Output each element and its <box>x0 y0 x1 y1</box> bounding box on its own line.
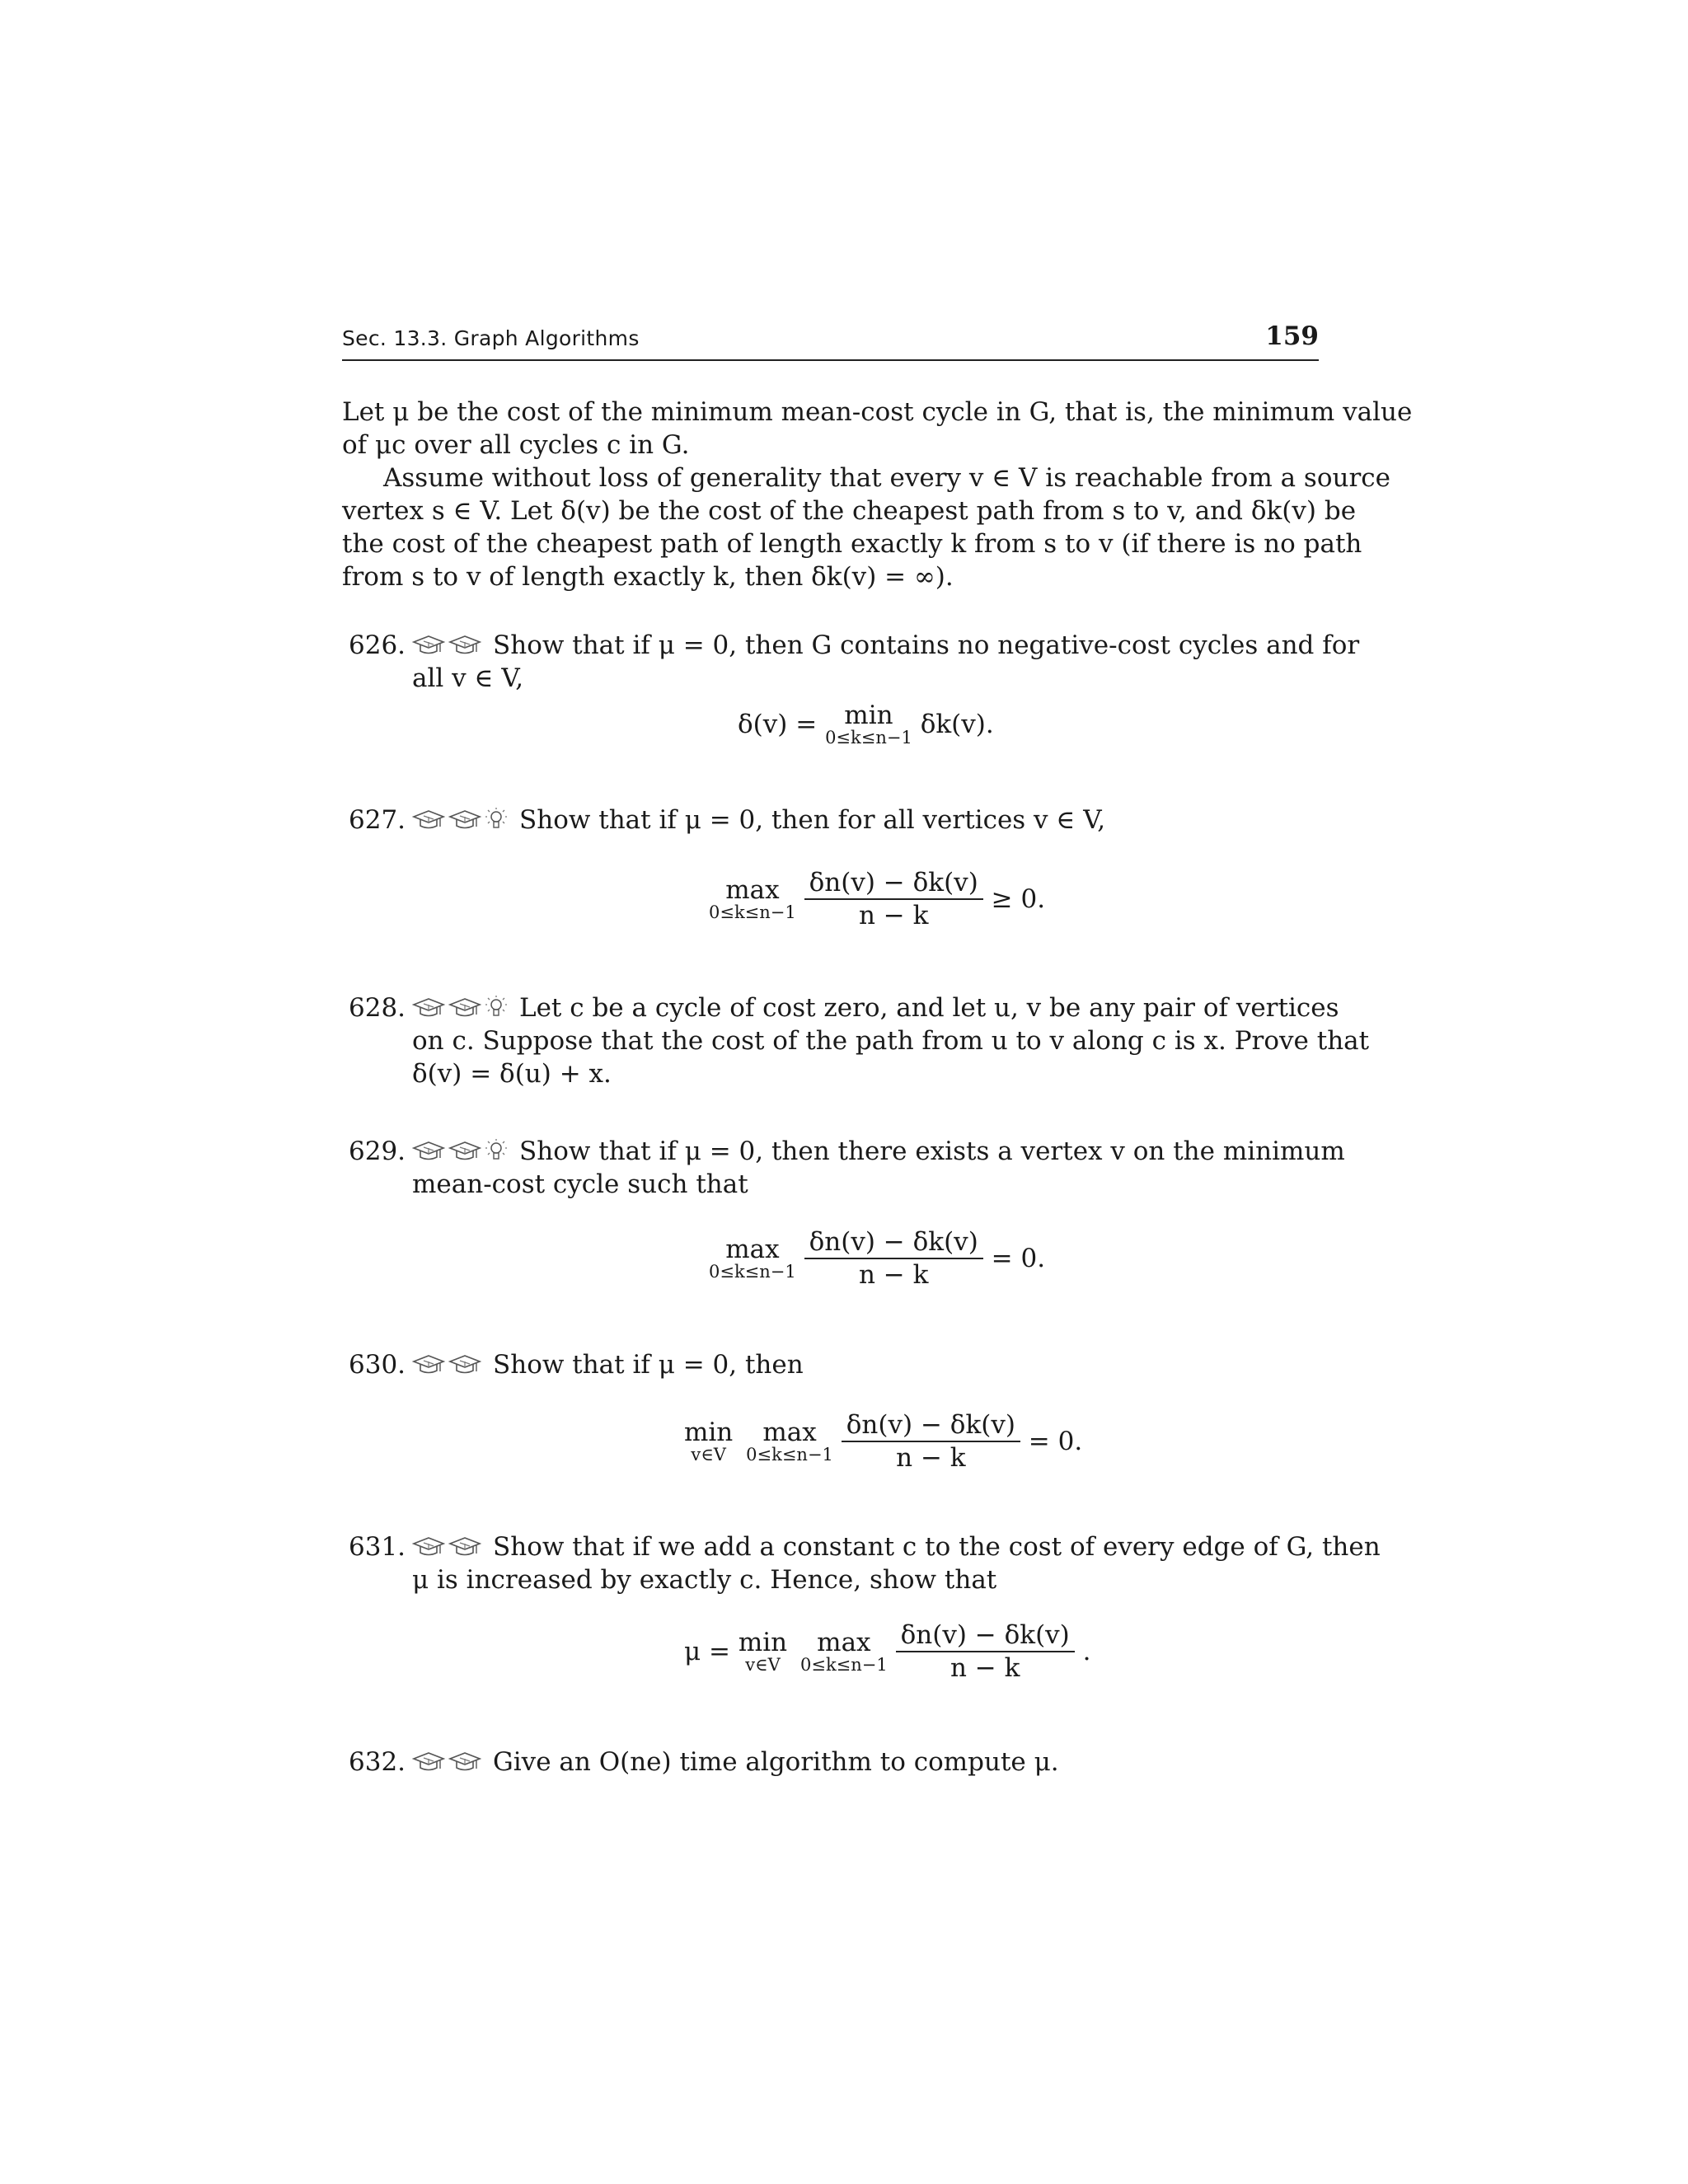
eq-lhs: μ = <box>684 1637 730 1666</box>
fraction <box>804 1226 983 1291</box>
lightbulb-icon <box>485 807 508 833</box>
problem-text: Give an O(ne) time algorithm to compute μ. <box>493 1747 1059 1777</box>
denominator: n − k <box>858 901 929 930</box>
text-line: of μc over all cycles c in G. <box>342 430 690 460</box>
fraction <box>842 1409 1020 1474</box>
min-operator <box>738 1629 787 1674</box>
problem-text: Show that if μ = 0, then <box>493 1350 804 1380</box>
mortarboard-icon <box>448 1535 481 1558</box>
numerator: δn(v) − δk(v) <box>804 867 983 900</box>
op-label: max <box>762 1418 817 1447</box>
numerator: δn(v) − δk(v) <box>842 1409 1020 1442</box>
op-limit: v∈V <box>745 1655 781 1675</box>
eq-rhs: . <box>1082 1637 1091 1666</box>
denominator: n − k <box>896 1443 966 1473</box>
problem-number: 628. <box>349 993 406 1023</box>
equation-627 <box>709 867 1045 931</box>
text-line: vertex s ∈ V. Let δ(v) be the cost of the cheapest path from s to v, and δk(v) be <box>342 496 1357 526</box>
max-operator <box>746 1419 833 1464</box>
lightbulb-icon <box>485 995 508 1021</box>
problem-number: 626. <box>349 630 406 660</box>
page-number: 159 <box>1265 321 1319 351</box>
eq-rhs: ≥ 0. <box>991 884 1046 914</box>
intro-paragraph <box>342 396 1413 462</box>
max-operator <box>709 1236 796 1281</box>
section-title: Sec. 13.3. Graph Algorithms <box>342 326 640 350</box>
denominator: n − k <box>950 1653 1020 1683</box>
problem-text-continued: on c. Suppose that the cost of the path from u to v along c is x. Prove that <box>412 1026 1370 1056</box>
mortarboard-icon <box>448 634 481 657</box>
mortarboard-icon <box>412 808 445 832</box>
problem-number: 627. <box>349 805 406 835</box>
difficulty-icons <box>412 1353 481 1376</box>
difficulty-icons <box>412 1750 481 1774</box>
mortarboard-icon <box>412 634 445 657</box>
text-line: Assume without loss of generality that every v ∈ V is reachable from a source <box>383 463 1390 493</box>
problem-629 <box>342 1135 1345 1201</box>
eq-rhs: = 0. <box>1028 1427 1083 1456</box>
numerator: δn(v) − δk(v) <box>804 1226 983 1259</box>
eq-lhs: δ(v) = <box>738 710 818 739</box>
op-label: min <box>684 1418 734 1447</box>
problem-text: Show that if μ = 0, then G contains no negative-cost cycles and for <box>493 630 1360 660</box>
mortarboard-icon <box>448 1140 481 1163</box>
difficulty-icons <box>412 995 508 1021</box>
problem-text-continued: mean-cost cycle such that <box>412 1169 748 1199</box>
op-limit: 0≤k≤n−1 <box>799 1655 888 1675</box>
problem-number: 629. <box>349 1137 406 1166</box>
op-limit: 0≤k≤n−1 <box>746 1445 833 1465</box>
eq-rhs: = 0. <box>991 1244 1046 1273</box>
running-header <box>342 323 1319 361</box>
problem-627 <box>342 804 1319 837</box>
mortarboard-icon <box>412 996 445 1019</box>
min-operator <box>684 1419 733 1464</box>
assumption-paragraph <box>342 462 1390 593</box>
mortarboard-icon <box>412 1535 445 1558</box>
difficulty-icons <box>412 1535 481 1558</box>
problem-text-continued: all v ∈ V, <box>412 663 524 693</box>
fraction <box>804 867 983 931</box>
difficulty-icons <box>412 634 481 657</box>
equation-631 <box>684 1619 1091 1684</box>
problem-628 <box>342 991 1370 1090</box>
problem-number: 630. <box>349 1350 406 1380</box>
problem-630 <box>342 1348 1319 1381</box>
difficulty-icons <box>412 1138 508 1165</box>
mortarboard-icon <box>412 1750 445 1774</box>
problem-text: Show that if μ = 0, then there exists a vertex v on the minimum <box>519 1137 1345 1166</box>
numerator: δn(v) − δk(v) <box>896 1619 1075 1652</box>
mortarboard-icon <box>448 1353 481 1376</box>
op-limit: 0≤k≤n−1 <box>709 1262 796 1282</box>
mortarboard-icon <box>448 996 481 1019</box>
op-limit: 0≤k≤n−1 <box>825 728 912 748</box>
problem-number: 631. <box>349 1532 406 1562</box>
mortarboard-icon <box>412 1353 445 1376</box>
lightbulb-icon <box>485 1138 508 1165</box>
mortarboard-icon <box>448 808 481 832</box>
equation-630 <box>684 1409 1082 1474</box>
problem-626 <box>342 629 1360 703</box>
text-line: from s to v of length exactly k, then δk(v) = ∞). <box>342 562 954 592</box>
op-label: max <box>817 1628 871 1657</box>
op-label: max <box>725 875 780 905</box>
problem-text-continued: δ(v) = δ(u) + x. <box>412 1059 612 1089</box>
op-label: min <box>738 1628 788 1657</box>
problem-631 <box>342 1530 1381 1596</box>
max-operator <box>709 877 796 921</box>
mortarboard-icon <box>448 1750 481 1774</box>
op-limit: v∈V <box>691 1445 726 1465</box>
op-label: min <box>844 701 893 730</box>
problem-text: Let c be a cycle of cost zero, and let u, v be any pair of vertices <box>519 993 1339 1023</box>
problem-text: Show that if μ = 0, then for all vertices v ∈ V, <box>519 805 1106 835</box>
op-label: max <box>725 1235 780 1264</box>
op-limit: 0≤k≤n−1 <box>709 902 796 922</box>
equation-626 <box>738 702 994 747</box>
problem-number: 632. <box>349 1747 406 1777</box>
problem-632 <box>342 1746 1319 1779</box>
text-line: Let μ be the cost of the minimum mean-cost cycle in G, that is, the minimum value <box>342 397 1413 427</box>
problem-text-continued: μ is increased by exactly c. Hence, show that <box>412 1565 997 1595</box>
equation-629 <box>709 1226 1045 1291</box>
max-operator <box>800 1629 888 1674</box>
eq-rhs: δk(v). <box>920 710 994 739</box>
problem-text: Show that if we add a constant c to the cost of every edge of G, then <box>493 1532 1381 1562</box>
fraction <box>896 1619 1075 1684</box>
denominator: n − k <box>858 1260 929 1290</box>
text-line: the cost of the cheapest path of length exactly k from s to v (if there is no path <box>342 529 1362 559</box>
difficulty-icons <box>412 807 508 833</box>
min-operator <box>825 702 912 747</box>
mortarboard-icon <box>412 1140 445 1163</box>
